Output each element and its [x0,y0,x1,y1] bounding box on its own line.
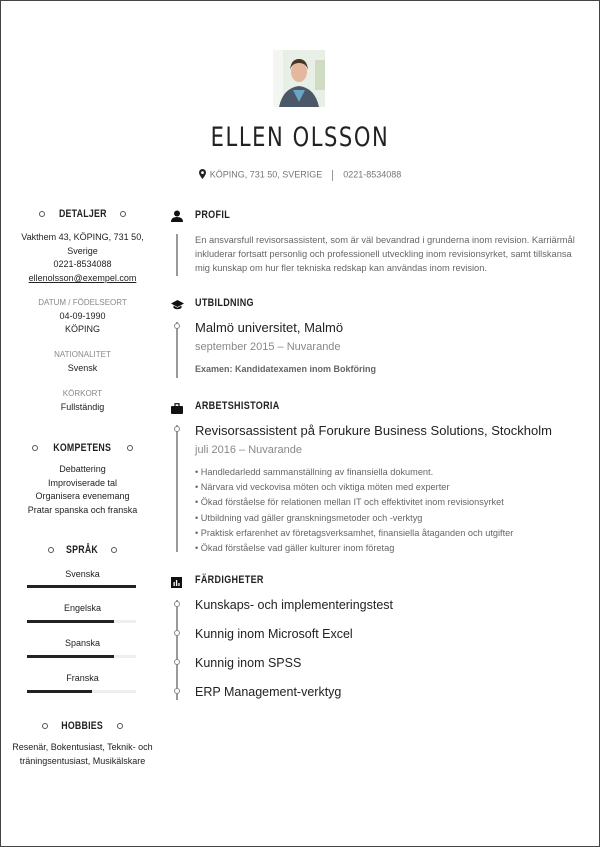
language-level-bar [27,585,136,588]
job-bullet: • Ökad förståelse för relationen mellan IT och effektivitet inom revisionsyrket [195,497,504,508]
email-link[interactable]: ellenolsson@exempel.com [28,273,137,284]
profile-line: En ansvarsfull revisorsassistent, som är väl bevandrad i grunderna inom revision. Karriärmål [195,235,575,245]
work-heading: ARBETSHISTORIA [195,400,280,412]
bullet-icon [48,547,54,553]
address-line: Vakthem 43, KÖPING, 731 50, [21,232,144,242]
phone-text: 0221-8534088 [343,169,402,180]
profile-photo [273,50,325,107]
contact-line [0,169,600,181]
language-level-fill [27,690,92,693]
details-block [0,231,165,415]
job-dates: juli 2016 – Nuvarande [195,444,303,456]
bar-chart-icon [171,575,183,587]
job-bullet: • Praktisk erfarenhet av företagsverksamhet, finansiella åtaganden och utgifter [195,527,514,538]
timeline-line [176,322,178,378]
job-bullet: • Närvara vid veckovisa möten och viktiga möten med experter [195,482,450,493]
bullet-icon [120,211,126,217]
competence-item: Debattering [59,464,106,474]
hobbies-line: träningsentusiast, Musikälskare [19,755,146,766]
birth-label: DATUM / FÖDELSEORT [38,297,127,307]
timeline-node [174,659,180,665]
job-title: Revisorsassistent på Forukure Business Solutions, Stockholm [195,423,552,438]
license: Fullständig [60,402,105,413]
job-bullet: • Utbildning vad gäller granskningsmetoder och -verktyg [195,512,423,523]
bullet-icon [42,723,48,729]
timeline-line [176,234,178,276]
competence-item: Pratar spanska och franska [27,505,138,516]
profile-heading: PROFIL [195,209,231,221]
details-heading: DETALJER [0,208,165,220]
competence-heading: KOMPETENS [0,442,165,454]
competence-list [0,463,165,518]
details-phone: 0221-8534088 [53,259,112,270]
hobbies-text [0,741,165,768]
briefcase-icon [171,401,183,413]
location-text: KÖPING, 731 50, SVERIGE [209,169,323,180]
skill-item: ERP Management-verktyg [195,685,342,699]
profile-text [195,233,590,275]
license-label: KÖRKORT [62,389,103,399]
language-level-bar [27,620,136,623]
skill-item: Kunskaps- och implementeringstest [195,598,394,612]
timeline-node [174,688,180,694]
person-icon [171,209,183,221]
timeline-line [176,425,178,552]
language-name: Spanska [64,638,101,648]
education-dates: september 2015 – Nuvarande [195,341,341,353]
language-name: Franska [66,673,99,683]
skill-item: Kunnig inom SPSS [195,656,302,670]
job-bullet: • Handledarledd sammanställning av finansiella dokument. [195,467,434,477]
language-level-fill [27,655,114,658]
languages-heading: SPRÅK [0,544,165,556]
bullet-icon [111,547,117,553]
candidate-name: ELLEN OLSSON [210,122,390,153]
birth-date: 04-09-1990 [59,310,106,321]
location-pin-icon [199,169,206,181]
timeline-line [176,600,178,700]
language-level-bar [27,690,136,693]
language-name: Svenska [65,569,100,579]
language-name: Engelska [63,603,102,613]
competence-item: Organisera evenemang [35,491,130,502]
profile-line: inkluderar fortsatt personlig och professionell utveckling inom revisionsyrket, samt tillskansa [195,249,572,259]
skills-heading: FÄRDIGHETER [195,574,264,586]
hobbies-line: Resenär, Bokentusiast, Teknik- och [12,742,153,752]
competence-item: Improviserade tal [47,477,118,488]
language-level-fill [27,620,114,623]
timeline-node [174,630,180,636]
hobbies-heading: HOBBIES [0,720,165,732]
bullet-icon [117,723,123,729]
job-bullets [195,465,513,556]
school-name: Malmö universitet, Malmö [195,320,344,335]
language-level-fill [27,585,136,588]
divider [332,170,333,181]
nationality-label: NATIONALITET [54,349,111,359]
bullet-icon [32,445,38,451]
timeline-node [174,601,180,607]
education-heading: UTBILDNING [195,297,254,309]
bullet-icon [39,211,45,217]
profile-line: mig kunskap om hur fler tekniska redskap kan användas inom revision. [195,263,487,273]
degree: Examen: Kandidatexamen inom Bokföring [195,364,377,374]
address-country: Sverige [67,245,98,256]
nationality: Svensk [67,362,98,373]
bullet-icon [127,445,133,451]
language-level-bar [27,655,136,658]
timeline-node [174,323,180,329]
skill-item: Kunnig inom Microsoft Excel [195,627,353,641]
timeline-node [174,426,180,432]
birth-place: KÖPING [64,324,100,335]
job-bullet: • Ökad förståelse vad gäller kulturer inom företag [195,543,395,554]
graduation-cap-icon [171,298,183,310]
